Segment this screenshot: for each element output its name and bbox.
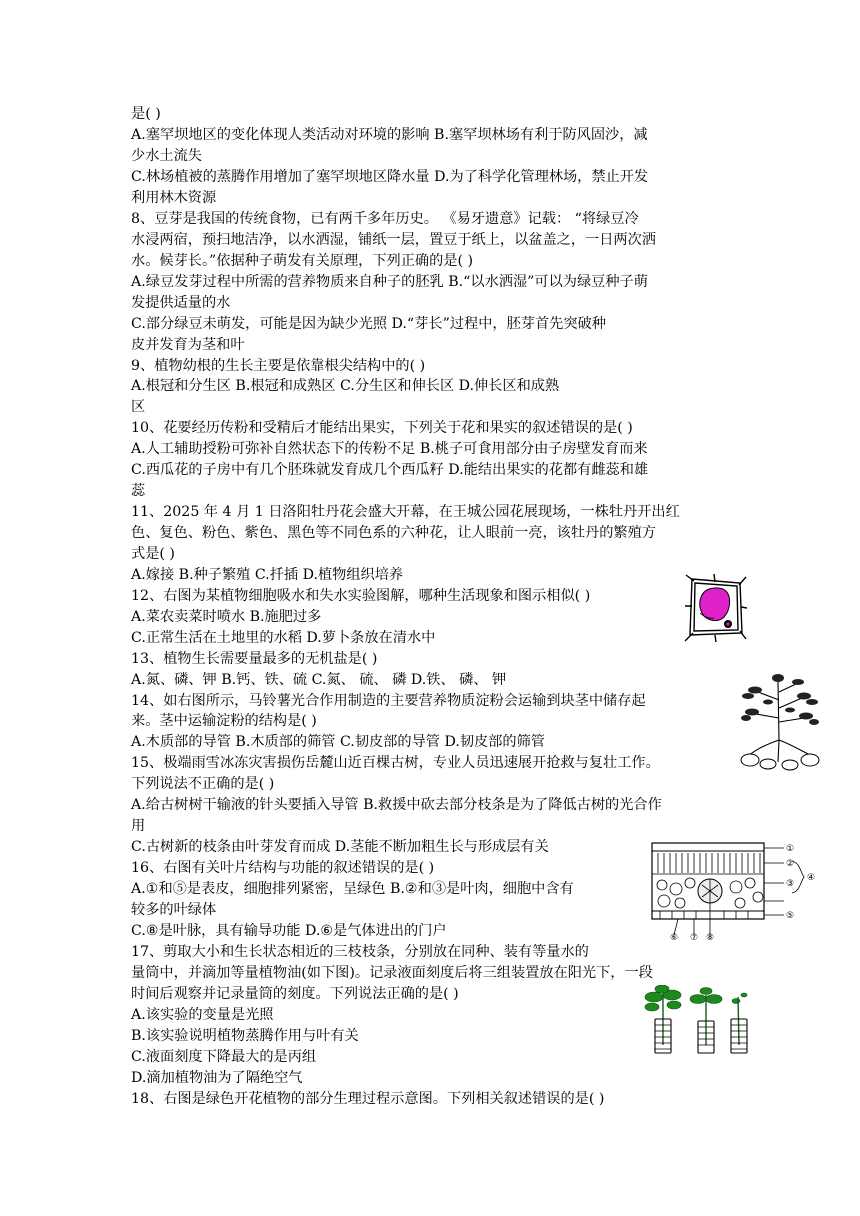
text-line: 来。茎中运输淀粉的结构是( ) bbox=[131, 713, 317, 729]
text-line: 是( ) bbox=[131, 106, 161, 122]
leaf-label-4: ④ bbox=[807, 873, 816, 883]
text-line: A.绿豆发芽过程中所需的营养物质来自种子的胚乳 B.“以水洒湿”可以为绿豆种子萌 bbox=[131, 274, 648, 290]
text-line: 量筒中，并滴加等量植物油(如下图)。记录液面刻度后将三组装置放在阳光下，一段 bbox=[131, 965, 653, 981]
text-line: A.塞罕坝地区的变化体现人类活动对环境的影响 B.塞罕坝林场有利于防风固沙，减 bbox=[131, 127, 648, 143]
text-line: 下列说法不正确的是( ) bbox=[131, 776, 275, 792]
text-line: B.该实验说明植物蒸腾作用与叶有关 bbox=[131, 1028, 359, 1044]
text-line: 区 bbox=[131, 399, 146, 415]
text-line: C.⑧是叶脉，具有输导功能 D.⑥是气体进出的门户 bbox=[131, 923, 447, 939]
leaf-label-1: ① bbox=[786, 844, 795, 854]
text-line: 发提供适量的水 bbox=[131, 295, 231, 311]
text-line: A.嫁接 B.种子繁殖 C.扦插 D.植物组织培养 bbox=[131, 567, 404, 583]
text-line: 利用林木资源 bbox=[131, 190, 217, 206]
leaf-label-7: ⑦ bbox=[690, 933, 699, 941]
text-line: 少水土流失 bbox=[131, 148, 202, 164]
text-line: 9、植物幼根的生长主要是依靠根尖结构中的( ) bbox=[131, 358, 426, 374]
text-line: 15、极端雨雪冰冻灾害损伤岳麓山近百棵古树，专业人员迅速展开抢救与复壮工作。 bbox=[131, 755, 660, 771]
text-line: C.正常生活在土地里的水稻 D.萝卜条放在清水中 bbox=[131, 630, 436, 646]
text-line: 色、复色、粉色、紫色、黑色等不同色系的六种花，让人眼前一亮，该牡丹的繁殖方 bbox=[131, 525, 656, 541]
text-line: C.液面刻度下降最大的是丙组 bbox=[131, 1049, 317, 1065]
text-line: 皮并发育为茎和叶 bbox=[131, 337, 245, 353]
text-line: 13、植物生长需要量最多的无机盐是( ) bbox=[131, 651, 378, 667]
leaf-section-figure bbox=[650, 841, 820, 941]
text-line: 较多的叶绿体 bbox=[131, 902, 217, 918]
text-line: 18、右图是绿色开花植物的部分生理过程示意图。下列相关叙述错误的是( ) bbox=[131, 1091, 605, 1107]
leaf-label-5: ⑤ bbox=[786, 911, 795, 921]
text-line: 式是( ) bbox=[131, 546, 175, 562]
leaf-label-3: ③ bbox=[786, 879, 795, 889]
text-line: A.该实验的变量是光照 bbox=[131, 1007, 274, 1023]
potato-plant-figure bbox=[738, 670, 822, 774]
text-line: 8、豆芽是我国的传统食物，已有两千多年历史。 《易牙遗意》记载： “将绿豆冷 bbox=[131, 211, 639, 227]
text-line: 10、花要经历传粉和受精后才能结出果实，下列关于花和果实的叙述错误的是( ) bbox=[131, 420, 633, 436]
text-line: A.①和⑤是表皮，细胞排列紧密，呈绿色 B.②和③是叶肉，细胞中含有 bbox=[131, 881, 574, 897]
text-line: 17、剪取大小和生长状态相近的三枝枝条，分别放在同种、装有等量水的 bbox=[131, 944, 589, 960]
text-line: 时间后观察并记录量筒的刻度。下列说法正确的是( ) bbox=[131, 986, 459, 1002]
leaf-label-2: ② bbox=[786, 859, 795, 869]
cuttings-experiment-figure bbox=[640, 985, 760, 1057]
text-line: C.西瓜花的子房中有几个胚珠就发育成几个西瓜籽 D.能结出果实的花都有雌蕊和雄 bbox=[131, 462, 649, 478]
text-line: 水浸两宿，预扫地洁净，以水洒湿，铺纸一层，置豆于纸上，以盆盖之，一日两次洒 bbox=[131, 232, 656, 248]
text-line: C.部分绿豆未萌发，可能是因为缺少光照 D.“芽长”过程中，胚芽首先突破种 bbox=[131, 316, 606, 332]
text-line: A.氮、磷、钾 B.钙、铁、硫 C.氮、 硫、 磷 D.铁、 磷、 钾 bbox=[131, 672, 507, 688]
text-line: D.滴加植物油为了隔绝空气 bbox=[131, 1070, 303, 1086]
text-line: A.人工辅助授粉可弥补自然状态下的传粉不足 B.桃子可食用部分由子房壁发育而来 bbox=[131, 441, 648, 457]
text-line: 11、2025 年 4 月 1 日洛阳牡丹花会盛大开幕，在王城公园花展现场，一株牡丹开出红 bbox=[131, 504, 680, 520]
text-line: 蕊 bbox=[131, 483, 146, 499]
text-line: 14、如右图所示，马铃薯光合作用制造的主要营养物质淀粉会运输到块茎中储存起 bbox=[131, 693, 646, 709]
text-line: 用 bbox=[131, 818, 146, 834]
text-line: A.木质部的导管 B.木质部的筛管 C.韧皮部的导管 D.韧皮部的筛管 bbox=[131, 734, 545, 750]
text-line: C.古树新的枝条由叶芽发育而成 D.茎能不断加粗生长与形成层有关 bbox=[131, 839, 549, 855]
cell-vacuole bbox=[700, 588, 730, 621]
text-line: 16、右图有关叶片结构与功能的叙述错误的是( ) bbox=[131, 860, 435, 876]
text-line: A.菜农卖菜时喷水 B.施肥过多 bbox=[131, 609, 322, 625]
leaf-label-8: ⑧ bbox=[706, 933, 715, 941]
text-line: 水。候芽长。”依据种子萌发有关原理，下列正确的是( ) bbox=[131, 253, 474, 269]
text-line: A.给古树树干输液的针头要插入导管 B.救援中砍去部分枝条是为了降低古树的光合作 bbox=[131, 797, 662, 813]
text-line: 12、右图为某植物细胞吸水和失水实验图解，哪种生活现象和图示相似( ) bbox=[131, 588, 591, 604]
plant-cell-figure bbox=[684, 573, 748, 643]
text-line: C.林场植被的蒸腾作用增加了塞罕坝地区降水量 D.为了科学化管理林场，禁止开发 bbox=[131, 169, 649, 185]
text-line: A.根冠和分生区 B.根冠和成熟区 C.分生区和伸长区 D.伸长区和成熟 bbox=[131, 378, 560, 394]
leaf-label-6: ⑥ bbox=[670, 933, 679, 941]
